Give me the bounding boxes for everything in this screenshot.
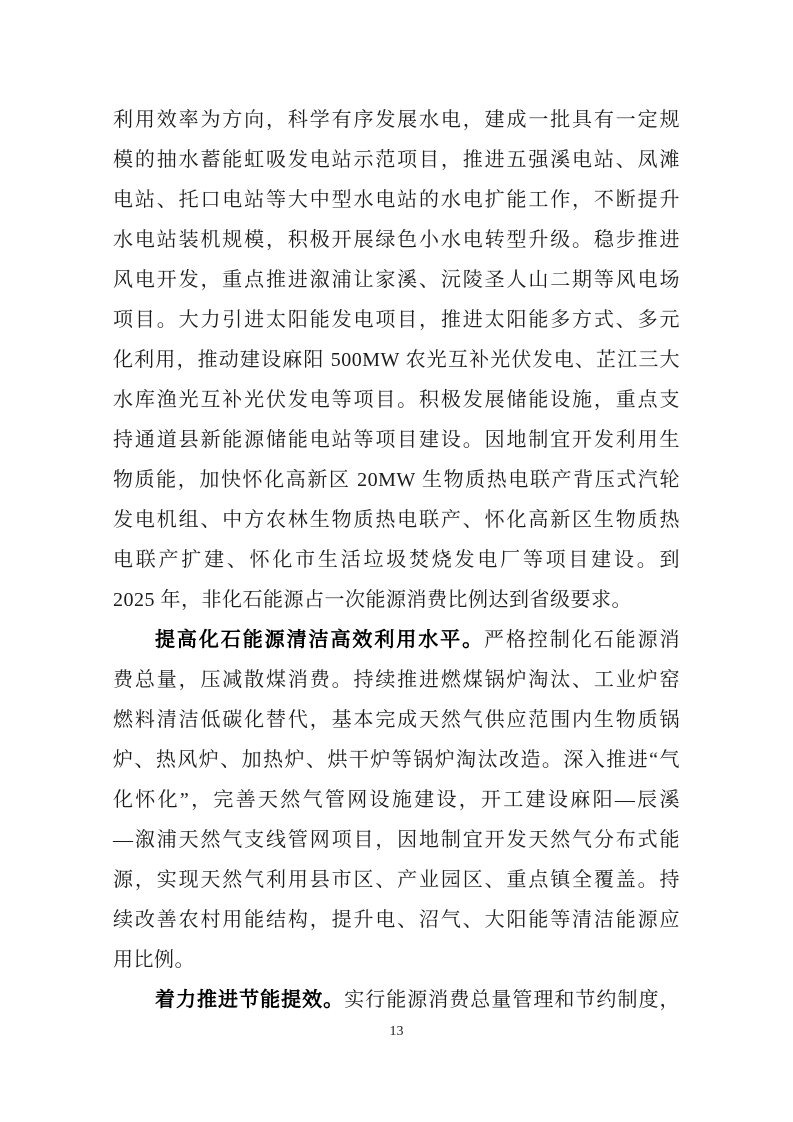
bold-lead: 着力推进节能提效。 bbox=[155, 989, 345, 1011]
line-text: 实行能源消费总量管理和节约制度， bbox=[344, 989, 680, 1011]
body-line bbox=[113, 580, 680, 620]
body-line bbox=[113, 540, 680, 580]
page-footer bbox=[113, 1022, 680, 1042]
body-line bbox=[113, 180, 680, 220]
body-line bbox=[113, 860, 680, 900]
line-text: 持通道县新能源储能电站等项目建设。因地制宜开发利用生 bbox=[113, 429, 680, 451]
body-line bbox=[113, 460, 680, 500]
line-text: 电联产扩建、怀化市生活垃圾焚烧发电厂等项目建设。到 bbox=[113, 549, 680, 571]
body-line bbox=[113, 260, 680, 300]
line-text: 炉、热风炉、加热炉、烘干炉等锅炉淘汰改造。深入推进“气 bbox=[113, 749, 680, 771]
line-text: 物质能，加快怀化高新区 20MW 生物质热电联产背压式汽轮 bbox=[113, 469, 680, 491]
line-text: —溆浦天然气支线管网项目，因地制宜开发天然气分布式能 bbox=[113, 829, 680, 851]
line-text: 源，实现天然气利用县市区、产业园区、重点镇全覆盖。持 bbox=[113, 869, 680, 891]
body-line-paragraph-start bbox=[113, 620, 680, 660]
body-line bbox=[113, 940, 680, 980]
line-text: 化利用，推动建设麻阳 500MW 农光互补光伏发电、芷江三大 bbox=[113, 349, 680, 371]
line-text: 电站、托口电站等大中型水电站的水电扩能工作，不断提升 bbox=[113, 189, 680, 211]
body-line bbox=[113, 740, 680, 780]
body-line bbox=[113, 100, 680, 140]
line-text: 项目。大力引进太阳能发电项目，推进太阳能多方式、多元 bbox=[113, 309, 680, 331]
document-body bbox=[113, 100, 680, 1020]
line-text: 水电站装机规模，积极开展绿色小水电转型升级。稳步推进 bbox=[113, 229, 680, 251]
line-text: 燃料清洁低碳化替代，基本完成天然气供应范围内生物质锅 bbox=[113, 709, 680, 731]
body-line bbox=[113, 500, 680, 540]
body-line bbox=[113, 300, 680, 340]
line-text: 严格控制化石能源消 bbox=[484, 629, 681, 651]
body-line bbox=[113, 900, 680, 940]
body-line bbox=[113, 380, 680, 420]
line-text: 2025 年，非化石能源占一次能源消费比例达到省级要求。 bbox=[113, 589, 632, 611]
body-line bbox=[113, 700, 680, 740]
line-text: 续改善农村用能结构，提升电、沼气、大阳能等清洁能源应 bbox=[113, 909, 680, 931]
line-text: 发电机组、中方农林生物质热电联产、怀化高新区生物质热 bbox=[113, 509, 680, 531]
body-line bbox=[113, 780, 680, 820]
line-text: 化怀化”，完善天然气管网设施建设，开工建设麻阳—辰溪 bbox=[113, 789, 680, 811]
line-text: 利用效率为方向，科学有序发展水电，建成一批具有一定规 bbox=[113, 109, 680, 131]
body-line bbox=[113, 220, 680, 260]
line-text: 费总量，压减散煤消费。持续推进燃煤锅炉淘汰、工业炉窑 bbox=[113, 669, 680, 691]
body-line bbox=[113, 340, 680, 380]
body-line bbox=[113, 140, 680, 180]
body-line-paragraph-start bbox=[113, 980, 680, 1020]
bold-lead: 提高化石能源清洁高效利用水平。 bbox=[155, 629, 485, 651]
body-line bbox=[113, 820, 680, 860]
page-number: 13 bbox=[389, 1024, 404, 1039]
line-text: 风电开发，重点推进溆浦让家溪、沅陵圣人山二期等风电场 bbox=[113, 269, 680, 291]
line-text: 水库渔光互补光伏发电等项目。积极发展储能设施，重点支 bbox=[113, 389, 680, 411]
body-line bbox=[113, 420, 680, 460]
body-line bbox=[113, 660, 680, 700]
line-text: 用比例。 bbox=[113, 949, 195, 971]
line-text: 模的抽水蓄能虹吸发电站示范项目，推进五强溪电站、凤滩 bbox=[113, 149, 680, 171]
